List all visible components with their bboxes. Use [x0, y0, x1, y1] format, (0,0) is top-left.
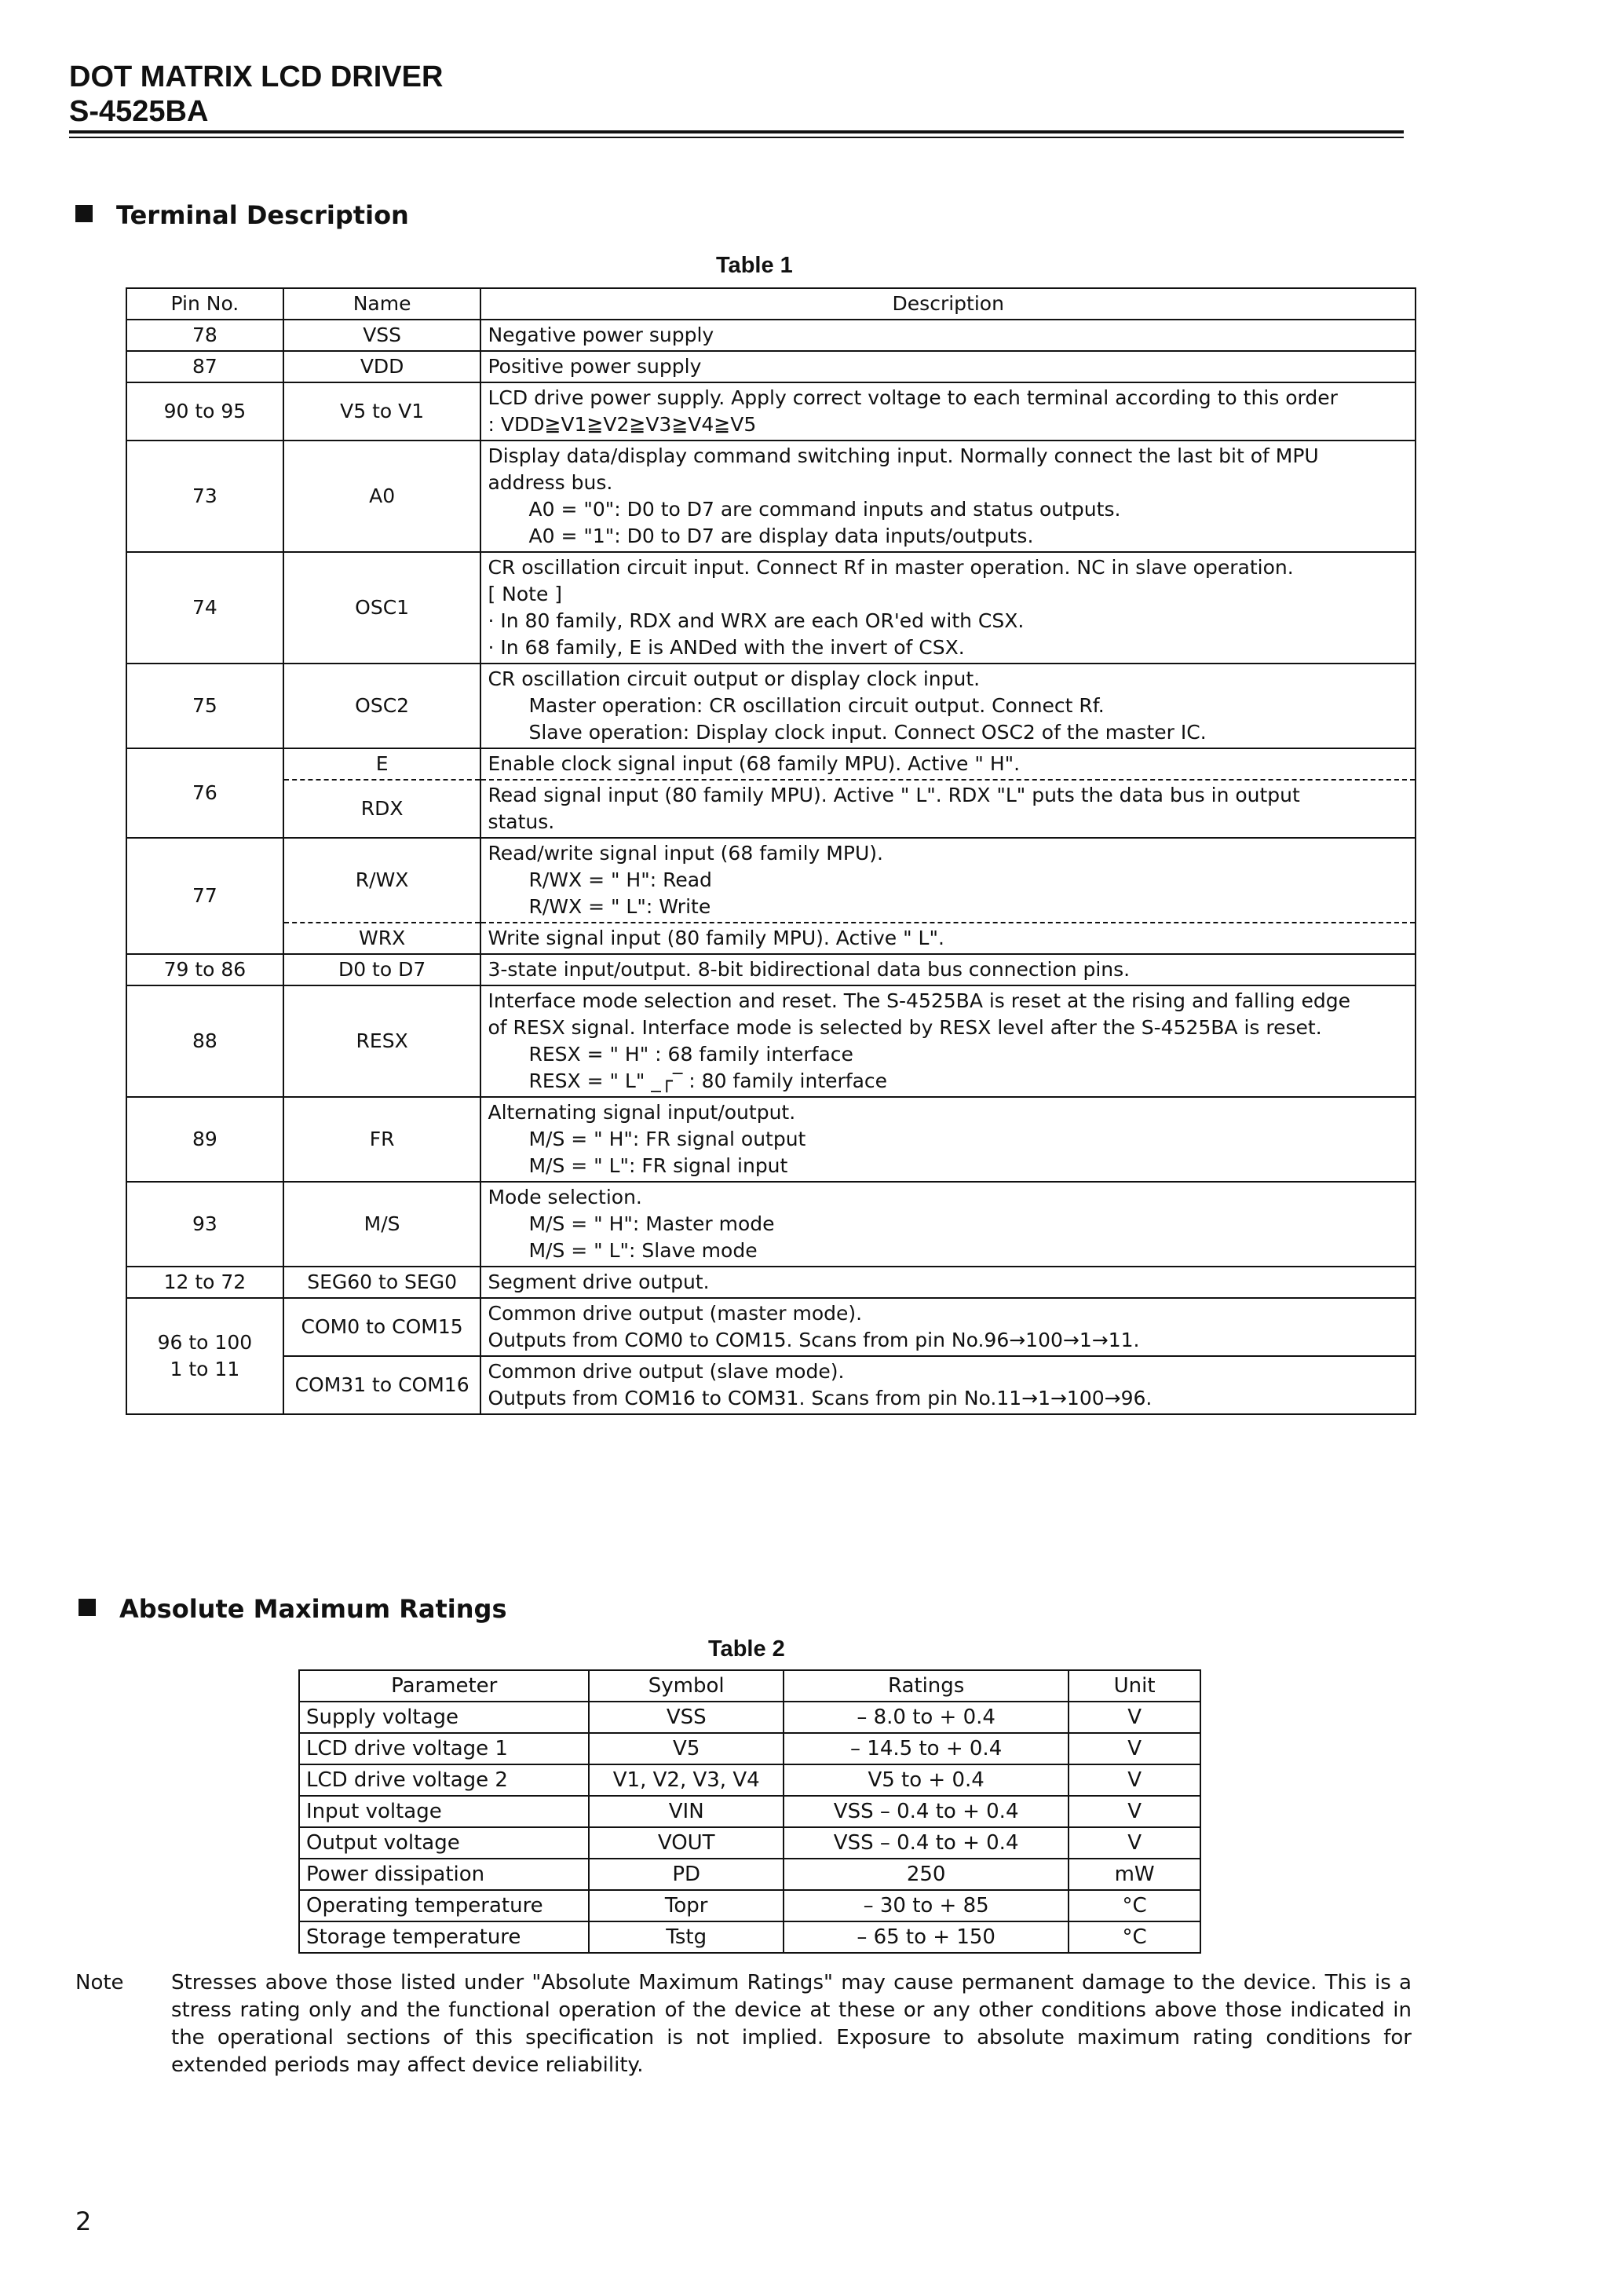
table-row: 73 A0 Display data/display command switching input. Normally connect the last bit of MPU address bus. A0 = "0": D0 to D7 are command inputs and status outputs. A0 = "1": D0 to D7 are display data inputs/outputs. [126, 441, 1416, 552]
header-name: Name [283, 288, 481, 320]
page-number: 2 [75, 2206, 92, 2236]
page-header [69, 60, 1404, 129]
header-description: Description [480, 288, 1416, 320]
table-row: 87 VDD Positive power supply [126, 351, 1416, 382]
table2-title: Table 2 [708, 1636, 785, 1662]
table-row: Operating temperature Topr – 30 to + 85 °C [299, 1890, 1200, 1921]
table-row: 12 to 72 SEG60 to SEG0 Segment drive output. [126, 1267, 1416, 1298]
table-row: Supply voltage VSS – 8.0 to + 0.4 V [299, 1702, 1200, 1733]
part-number: S-4525BA [69, 95, 209, 128]
table-row: 79 to 86 D0 to D7 3-state input/output. 8-bit bidirectional data bus connection pins. [126, 954, 1416, 985]
table-row: RDX Read signal input (80 family MPU). Active " L". RDX "L" puts the data bus in output status. [126, 780, 1416, 838]
table-row: 77 R/WX Read/write signal input (68 family MPU). R/WX = " H": Read R/WX = " L": Write [126, 838, 1416, 923]
table-row: 89 FR Alternating signal input/output. M/S = " H": FR signal output M/S = " L": FR signal input [126, 1097, 1416, 1182]
document-title: DOT MATRIX LCD DRIVER [69, 60, 444, 93]
table-row: 75 OSC2 CR oscillation circuit output or display clock input. Master operation: CR oscillation circuit output. Connect Rf. Slave operation: Display clock input. Connect OSC2 of the master IC. [126, 664, 1416, 748]
table-row: LCD drive voltage 2 V1, V2, V3, V4 V5 to + 0.4 V [299, 1764, 1200, 1796]
table-row: 78 VSS Negative power supply [126, 320, 1416, 351]
header-pin: Pin No. [126, 288, 283, 320]
table-row: Power dissipation PD 250 mW [299, 1859, 1200, 1890]
table1-title: Table 1 [716, 253, 793, 278]
table-row: COM31 to COM16 Common drive output (slave mode). Outputs from COM16 to COM31. Scans from pin No.11→1→100→96. [126, 1356, 1416, 1414]
ratings-table [298, 1669, 1201, 1954]
table-header-row: Parameter Symbol Ratings Unit [299, 1670, 1200, 1702]
table-row: Output voltage VOUT VSS – 0.4 to + 0.4 V [299, 1827, 1200, 1859]
table-row: Storage temperature Tstg – 65 to + 150 °C [299, 1921, 1200, 1953]
table-row: 96 to 100 1 to 11 COM0 to COM15 Common drive output (master mode). Outputs from COM0 to COM15. Scans from pin No.96→100→1→11. [126, 1298, 1416, 1356]
table-row: WRX Write signal input (80 family MPU). Active " L". [126, 923, 1416, 954]
table-row: 90 to 95 V5 to V1 LCD drive power supply. Apply correct voltage to each terminal according to this order : VDD≧V1≧V2≧V3≧V4≧V5 [126, 382, 1416, 441]
square-bullet-icon [79, 1599, 96, 1616]
table-row: 76 E Enable clock signal input (68 family MPU). Active " H". [126, 748, 1416, 780]
table-row: 74 OSC1 CR oscillation circuit input. Connect Rf in master operation. NC in slave operation. [ Note ] · In 80 family, RDX and WRX are each OR'ed with CSX. · In 68 family, E is ANDed with the invert of CSX. [126, 552, 1416, 664]
square-bullet-icon [75, 205, 93, 222]
note-text: Stresses above those listed under "Absolute Maximum Ratings" may cause permanent damage to the device. This is a stress rating only and the functional operation of the device at these or any other conditions above those indicated in the operational sections of this specification is not implied. Exposure to absolute maximum rating conditions for extended periods may affect device reliability. [171, 1971, 1412, 2077]
table-row: 88 RESX Interface mode selection and reset. The S-4525BA is reset at the rising and falling edge of RESX signal. Interface mode is selected by RESX level after the S-4525BA is reset. RESX = " H" : 68 family interface RESX = " L" _┌‾ : 80 family interface [126, 985, 1416, 1097]
table-row: 93 M/S Mode selection. M/S = " H": Master mode M/S = " L": Slave mode [126, 1182, 1416, 1267]
header-rule-thin [69, 137, 1404, 138]
table-header-row [126, 288, 1416, 320]
header-rule [69, 130, 1404, 133]
note-label: Note [75, 1971, 124, 1994]
section-absolute-maximum-ratings: Absolute Maximum Ratings [79, 1594, 506, 1624]
table-row: LCD drive voltage 1 V5 – 14.5 to + 0.4 V [299, 1733, 1200, 1764]
section-terminal-description: Terminal Description [75, 200, 409, 230]
table-row: Input voltage VIN VSS – 0.4 to + 0.4 V [299, 1796, 1200, 1827]
terminal-table [126, 287, 1416, 1415]
